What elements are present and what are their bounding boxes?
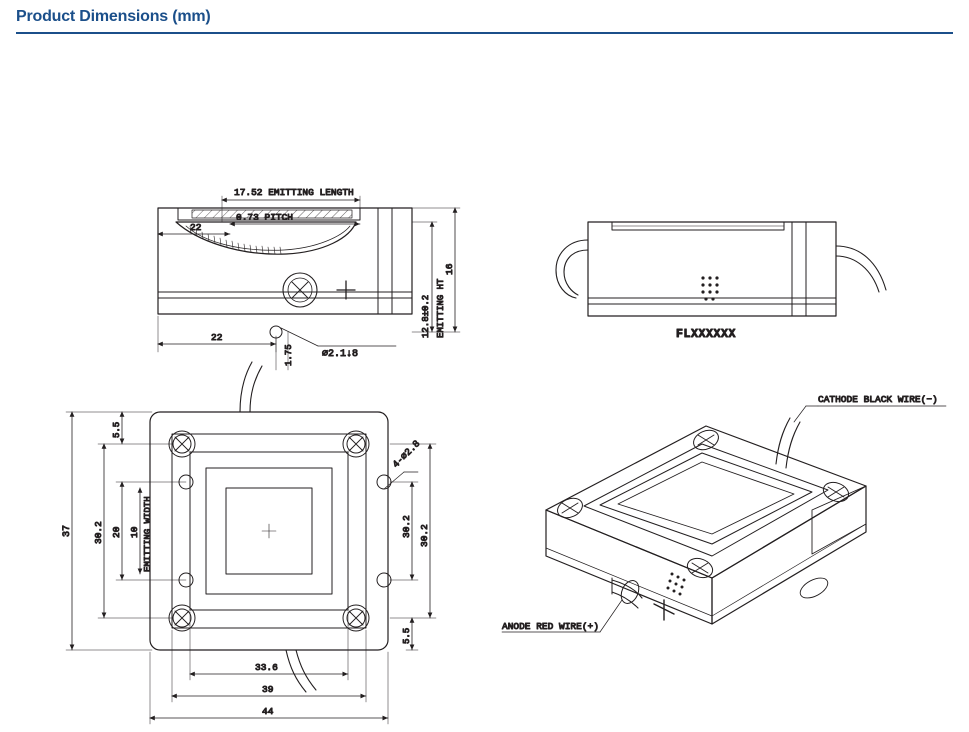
- dim-20-left: 20: [111, 526, 122, 538]
- dim-emitting-length: 17.52 EMITTING LENGTH: [234, 187, 354, 198]
- side-elevation-view: [556, 222, 886, 341]
- dim-width-39: 39: [262, 684, 274, 695]
- label-anode-wire: ANODE RED WIRE(+): [502, 621, 599, 632]
- header-divider: [16, 32, 953, 34]
- front-elevation-view: [158, 187, 460, 370]
- part-number-label: FLXXXXXX: [676, 328, 737, 341]
- page-title: Product Dimensions (mm): [16, 8, 211, 25]
- dim-width-33-6: 33.6: [255, 662, 278, 673]
- dim-20-right: 30.2: [401, 515, 412, 538]
- isometric-view: [502, 394, 946, 632]
- dim-edge-top-55: 5.5: [112, 421, 122, 438]
- label-cathode-wire: CATHODE BLACK WIRE(−): [818, 394, 938, 405]
- dim-emitting-width-10: 10: [129, 526, 140, 538]
- dimension-drawing: [0, 40, 969, 732]
- dim-hole-offset-175: 1.75: [284, 344, 294, 366]
- dim-pitch-30-2-left: 30.2: [93, 521, 104, 544]
- dim-hole-spec: ⌀2.1↓8: [322, 349, 359, 360]
- dim-mount-holes-spec: 4-⌀2.8: [390, 438, 423, 471]
- dim-emitting-height: 12.8±0.2: [421, 294, 431, 338]
- dim-edge-bottom-55: 5.5: [402, 627, 412, 644]
- dim-height-16: 16: [444, 263, 455, 275]
- dim-30-2-right: 30.2: [419, 524, 430, 547]
- dim-pitch: 0.73 PITCH: [236, 212, 294, 223]
- label-emitting-height: EMITTING HT: [436, 278, 446, 338]
- dim-top-left-22: 22: [190, 222, 202, 233]
- label-emitting-width: EMITTING WIDTH: [143, 496, 153, 572]
- dim-width-44: 44: [262, 706, 274, 717]
- dim-overall-37: 37: [62, 524, 73, 537]
- top-plan-view: [62, 362, 436, 724]
- dim-bottom-22: 22: [211, 332, 223, 343]
